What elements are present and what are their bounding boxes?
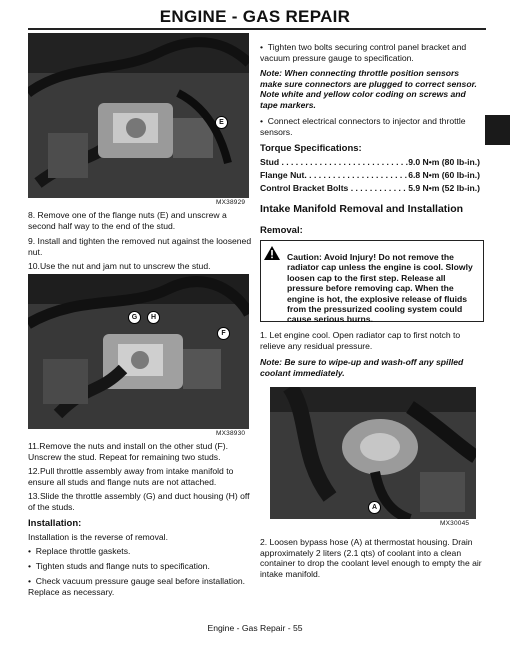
bullet-item (28, 576, 252, 597)
bullet-text: Tighten studs and flange nuts to specification. (35, 561, 210, 571)
spec-label: Stud . . . . . . . . . . . . . . . . . . . . . . . . . . . (260, 157, 409, 167)
spec-label: Control Bracket Bolts . . . . . . . . . . . . (260, 183, 406, 193)
section-heading: Intake Manifold Removal and Installation (260, 203, 464, 215)
engine-photo-studs (28, 274, 249, 429)
warning-triangle-icon (264, 246, 280, 260)
bullet-mark: • (260, 42, 268, 52)
figure-id: MX38929 (216, 199, 246, 206)
step-10: 10.Use the nut and jam nut to unscrew the stud. (28, 261, 211, 271)
bullet-text: Check vacuum pressure gauge seal before installation. Replace as necessary. (28, 576, 246, 597)
callout-label: E (215, 116, 228, 129)
engine-photo-throttle (28, 33, 249, 198)
step-8: 8. Remove one of the flange nuts (E) and unscrew a second half way to the end of the stud. (28, 210, 227, 231)
page-title: ENGINE - GAS REPAIR (159, 7, 351, 26)
spec-row (260, 183, 480, 195)
step-2: 2. Loosen bypass hose (A) at thermostat housing. Drain approximately 2 liters (2.1 qts) of coolant into a clean container to drop the coolant level enough to empty the air intake manifold. (260, 537, 482, 579)
bullet-item (28, 561, 252, 572)
spec-value: 6.8 N•m (60 lb-in.) (408, 170, 480, 180)
bullet-text: Replace throttle gaskets. (35, 546, 131, 556)
callout-label: F (217, 327, 230, 340)
title-rule (28, 28, 486, 30)
caution-text: Caution: Avoid Injury! Do not remove the radiator cap unless the engine is cool. Slowly loosen cap to the first step. Release all pressure before removing cap. When the engine is hot, the explosive release of fluids from the pressurized cooling system could cause serious burns. (287, 252, 473, 325)
note-spill: Note: Be sure to wipe-up and wash-off any spilled coolant immediately. (260, 357, 464, 378)
bullet-item (260, 42, 482, 63)
bullet-item (260, 116, 482, 137)
bullet-mark: • (28, 546, 36, 556)
step-9: 9. Install and tighten the removed nut against the loosened nut. (28, 236, 252, 257)
bullet-text: Connect electrical connectors to injector and throttle sensors. (260, 116, 466, 137)
spec-value: 9.0 N•m (80 lb-in.) (408, 157, 480, 167)
bullet-mark: • (28, 561, 36, 571)
step-12: 12.Pull throttle assembly away from intake manifold to ensure all studs and flange nuts are not attached. (28, 466, 234, 487)
caution-box (260, 240, 484, 325)
bullet-mark: • (28, 576, 36, 586)
installation-heading: Installation: (28, 518, 82, 529)
installation-text: Installation is the reverse of removal. (28, 532, 168, 542)
note-connectors: Note: When connecting throttle position sensors make sure connectors are plugged to correct sensor. Note white and yellow color coding on screws and tape markers. (260, 68, 477, 110)
spec-row (260, 157, 480, 169)
spec-row (260, 170, 480, 182)
engine-photo-graphic (28, 274, 249, 429)
torque-heading: Torque Specifications: (260, 143, 362, 154)
step-1: 1. Let engine cool. Open radiator cap to first notch to relieve any residual pressure. (260, 330, 461, 351)
page-footer: Engine - Gas Repair - 55 (207, 623, 303, 633)
callout-label: A (368, 501, 381, 514)
spec-label: Flange Nut. . . . . . . . . . . . . . . . . . . . . . (260, 170, 408, 180)
bullet-mark: • (260, 116, 268, 126)
engine-photo-thermostat (270, 387, 476, 519)
engine-photo-graphic (270, 387, 476, 519)
bullet-item (28, 546, 252, 557)
step-13: 13.Slide the throttle assembly (G) and duct housing (H) off of the studs. (28, 491, 250, 512)
figure-id: MX38930 (216, 430, 246, 437)
removal-heading: Removal: (260, 225, 303, 236)
callout-label: G (128, 311, 141, 324)
figure-id: MX30045 (440, 520, 470, 527)
step-11: 11.Remove the nuts and install on the other stud (F). Unscrew the stud. Repeat for remaining two studs. (28, 441, 228, 462)
spec-value: 5.9 N•m (52 lb-in.) (408, 183, 480, 193)
section-tab-marker (485, 115, 510, 145)
callout-label: H (147, 311, 160, 324)
bullet-text: Tighten two bolts securing control panel bracket and vacuum pressure gauge to specification. (260, 42, 467, 63)
engine-photo-graphic (28, 33, 249, 198)
